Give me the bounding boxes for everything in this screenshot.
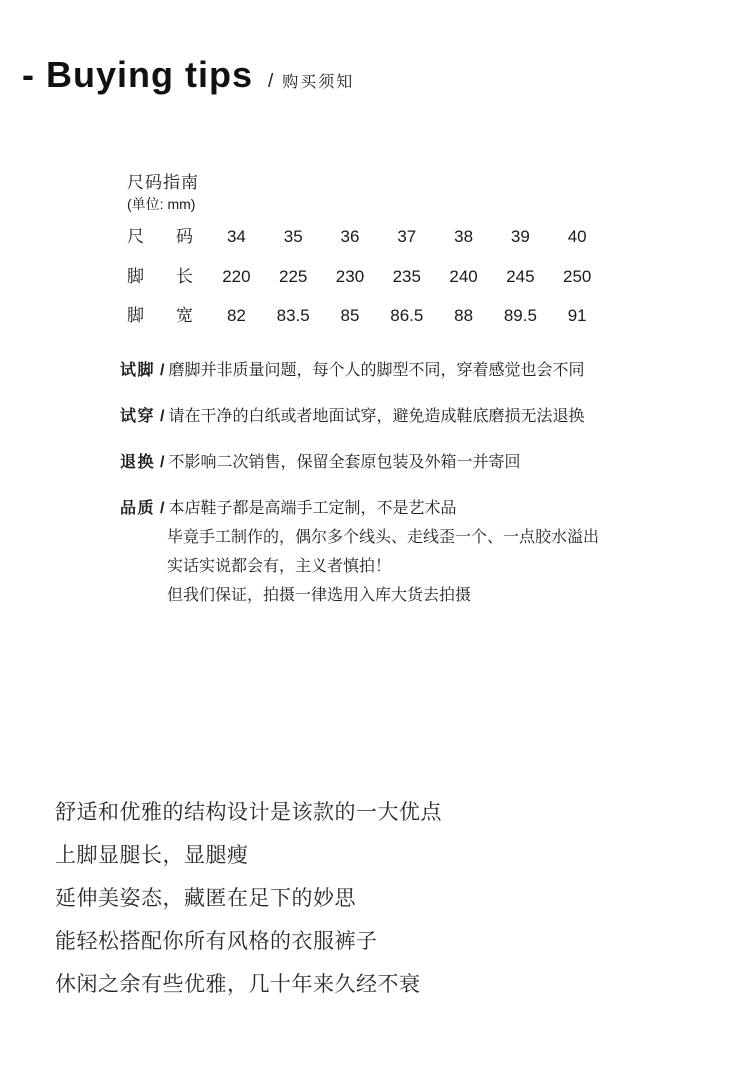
table-cell: 225 [279, 266, 308, 286]
section-header [22, 54, 354, 96]
note-text: 不影响二次销售，保留全套原包装及外箱一并寄回 [168, 454, 521, 471]
table-cell: 89.5 [503, 306, 537, 325]
row-label-char: 码 [176, 227, 193, 246]
page-title: - Buying tips [22, 54, 253, 95]
note-label: 品质 [120, 500, 156, 517]
row-label [127, 306, 193, 325]
table-cell: 240 [449, 266, 478, 286]
title-separator: / [268, 71, 274, 92]
table-cell: 39 [510, 227, 530, 246]
note-text: 本店鞋子都是高端手工定制，不是艺术品 [168, 500, 457, 517]
table-cell: 35 [283, 227, 303, 246]
table-cell: 230 [335, 266, 365, 286]
note-try-fit [120, 361, 599, 380]
row-label-char: 尺 [127, 227, 144, 246]
table-cell: 86.5 [390, 306, 424, 325]
table-cell: 91 [567, 306, 587, 325]
table-cell: 85 [340, 306, 360, 325]
note-extra-line: 实话实说都会有，主义者慎拍！ [167, 558, 392, 575]
row-label-char: 长 [176, 266, 193, 286]
table-cell: 34 [226, 227, 246, 246]
page-subtitle: 购买须知 [282, 74, 355, 91]
note-returns [120, 453, 599, 472]
note-separator: / [160, 408, 165, 425]
highlight-line: 舒适和优雅的结构设计是该款的一大优点 [55, 801, 442, 824]
note-extra-line: 毕竟手工制作的，偶尔多个线头、走线歪一个、一点胶水溢出 [167, 529, 600, 546]
highlight-line: 能轻松搭配你所有风格的衣服裤子 [55, 930, 378, 953]
table-cell: 36 [340, 227, 360, 246]
table-row-foot-width [127, 306, 606, 346]
size-guide-section [127, 172, 606, 346]
row-label [127, 267, 193, 286]
note-text: 磨脚并非质量问题，每个人的脚型不同，穿着感觉也会不同 [168, 362, 585, 379]
table-row-foot-length [127, 267, 606, 307]
size-guide-unit-note: (单位: mm) [127, 196, 196, 212]
note-separator: / [160, 454, 165, 471]
table-cell: 37 [397, 227, 417, 246]
note-quality [120, 499, 599, 605]
row-label [127, 227, 193, 246]
note-label: 退换 [120, 454, 156, 471]
table-cell: 250 [562, 266, 592, 286]
size-guide-title: 尺码指南 [127, 173, 199, 192]
table-row-size [127, 227, 606, 267]
table-cell: 235 [392, 266, 421, 286]
highlight-line: 延伸美姿态，藏匿在足下的妙思 [55, 887, 356, 910]
note-label: 试脚 [120, 362, 156, 379]
table-cell: 40 [567, 227, 587, 246]
note-separator: / [160, 362, 165, 379]
table-cell: 82 [226, 306, 246, 325]
highlight-line: 休闲之余有些优雅，几十年来久经不衰 [55, 973, 421, 996]
row-label-char: 脚 [127, 306, 144, 325]
note-text: 请在干净的白纸或者地面试穿，避免造成鞋底磨损无法退换 [168, 408, 585, 425]
note-extra-line: 但我们保证，拍摄一律选用入库大货去拍摄 [167, 587, 472, 604]
note-separator: / [160, 500, 165, 517]
row-label-char: 宽 [176, 306, 193, 325]
highlight-line: 上脚显腿长，显腿瘦 [55, 844, 249, 867]
table-cell: 38 [454, 227, 474, 246]
size-table [127, 227, 606, 346]
row-label-char: 脚 [127, 266, 144, 286]
table-cell: 245 [506, 266, 535, 286]
product-highlights [55, 801, 442, 1016]
table-cell: 220 [222, 266, 251, 286]
table-cell: 88 [454, 306, 474, 325]
purchase-notes [120, 361, 599, 632]
table-cell: 83.5 [276, 306, 310, 325]
note-try-on [120, 407, 599, 426]
note-label: 试穿 [120, 408, 156, 425]
